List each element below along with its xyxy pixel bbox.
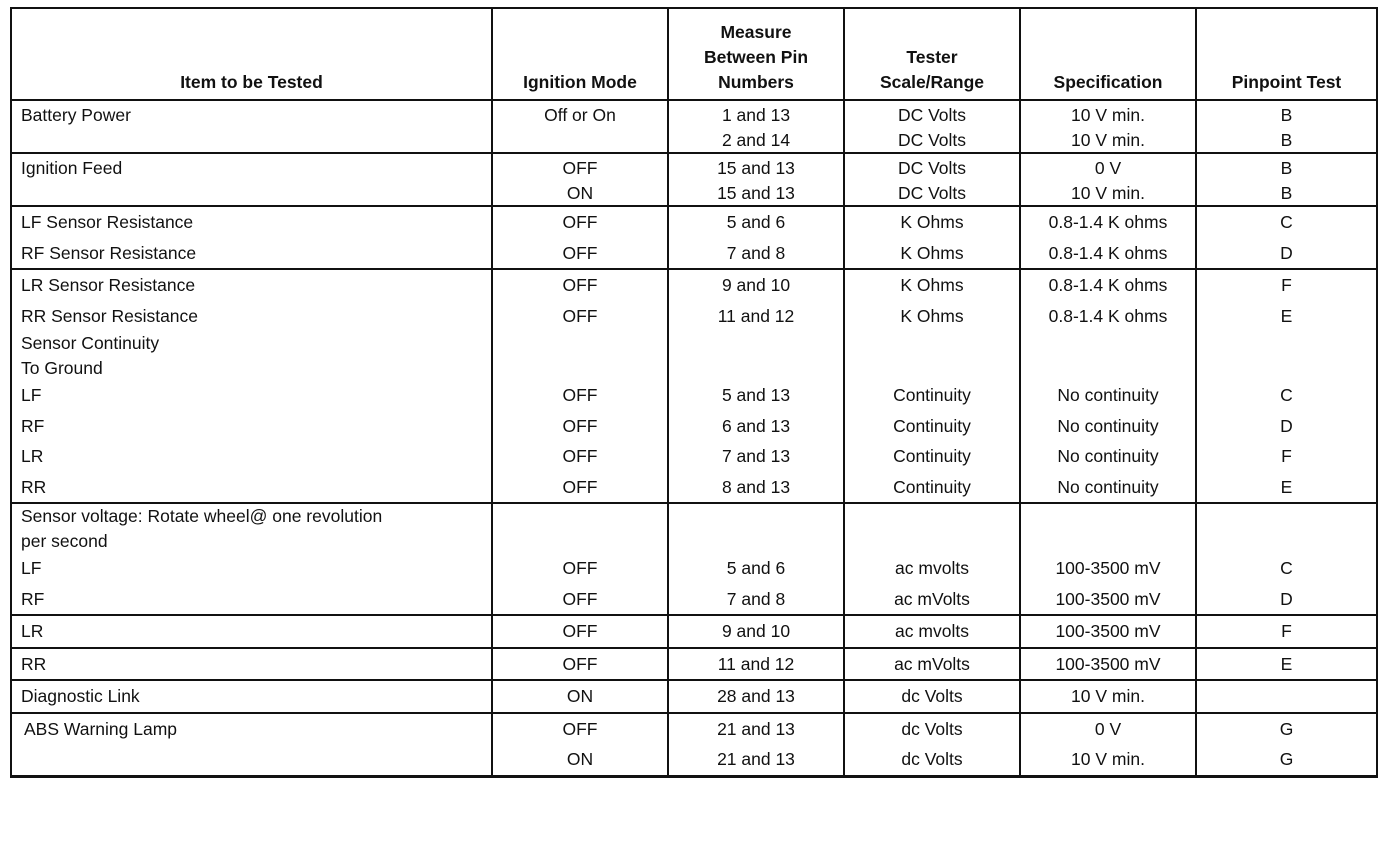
pins-cell: 28 and 13 <box>668 680 844 713</box>
ignition-cell: OFF OFF OFF OFF OFF OFF <box>492 269 668 503</box>
group-title: Sensor Continuity <box>21 333 160 353</box>
ignition-cell: OFF <box>492 615 668 648</box>
pins-cell: 1 and 13 2 and 14 <box>668 100 844 153</box>
pinpoint-cell: F <box>1196 615 1377 648</box>
group-title: Sensor voltage: Rotate wheel@ one revolution <box>21 506 383 526</box>
ignition-cell: OFF ON <box>492 713 668 777</box>
spec-cell: 100-3500 mV <box>1020 648 1196 681</box>
spec-cell: 0 V 10 V min. <box>1020 153 1196 206</box>
table-row-group <box>11 269 1377 503</box>
group-title: per second <box>21 530 108 551</box>
pins-cell: 5 and 6 7 and 8 <box>668 206 844 269</box>
spec-cell: 0.8-1.4 K ohms 0.8-1.4 K ohms No continuity No continuity No continuity No continuity <box>1020 269 1196 503</box>
item-cell: RR <box>11 648 492 681</box>
header-row <box>11 8 1377 100</box>
scale-cell: ac mvolts ac mVolts <box>844 503 1020 615</box>
item-cell: Battery Power <box>11 100 492 153</box>
pins-cell: 9 and 10 <box>668 615 844 648</box>
scale-cell: DC Volts DC Volts <box>844 153 1020 206</box>
scale-cell: ac mvolts <box>844 615 1020 648</box>
header-tester-scale: Tester Scale/Range <box>844 8 1020 100</box>
header-item: Item to be Tested <box>11 8 492 100</box>
spec-cell: 10 V min. 10 V min. <box>1020 100 1196 153</box>
spec-cell: 0.8-1.4 K ohms 0.8-1.4 K ohms <box>1020 206 1196 269</box>
pins-cell: 11 and 12 <box>668 648 844 681</box>
spec-cell: 10 V min. <box>1020 680 1196 713</box>
table-row-group <box>11 680 1377 713</box>
scale-cell: K Ohms K Ohms Continuity Continuity Continuity Continuity <box>844 269 1020 503</box>
table-row-group <box>11 503 1377 615</box>
table-row-group <box>11 713 1377 777</box>
table-row-group <box>11 615 1377 648</box>
header-ignition-mode: Ignition Mode <box>492 8 668 100</box>
scale-cell: dc Volts dc Volts <box>844 713 1020 777</box>
table-row-group <box>11 100 1377 153</box>
ignition-cell: OFF <box>492 648 668 681</box>
item-cell: Ignition Feed <box>11 153 492 206</box>
ignition-cell: ON <box>492 680 668 713</box>
item-cell: Sensor voltage: Rotate wheel@ one revolution per second LF RF <box>11 503 492 615</box>
pinpoint-cell: E <box>1196 648 1377 681</box>
header-measure-pins: Measure Between Pin Numbers <box>668 8 844 100</box>
pinpoint-cell: G G <box>1196 713 1377 777</box>
abs-test-table <box>10 7 1378 778</box>
pins-cell: 21 and 13 21 and 13 <box>668 713 844 777</box>
ignition-cell: OFF OFF <box>492 503 668 615</box>
header-pinpoint-test: Pinpoint Test <box>1196 8 1377 100</box>
pinpoint-cell: F E C D F E <box>1196 269 1377 503</box>
pinpoint-cell: B B <box>1196 100 1377 153</box>
pins-cell: 5 and 6 7 and 8 <box>668 503 844 615</box>
pins-cell: 15 and 13 15 and 13 <box>668 153 844 206</box>
ignition-cell: OFF OFF <box>492 206 668 269</box>
scale-cell: ac mVolts <box>844 648 1020 681</box>
pinpoint-cell: C D <box>1196 503 1377 615</box>
pinpoint-cell: C D <box>1196 206 1377 269</box>
ignition-cell: Off or On <box>492 100 668 153</box>
scale-cell: dc Volts <box>844 680 1020 713</box>
table-row-group <box>11 648 1377 681</box>
spec-cell: 100-3500 mV 100-3500 mV <box>1020 503 1196 615</box>
item-cell: LR Sensor Resistance RR Sensor Resistance Sensor Continuity To Ground LF RF LR RR <box>11 269 492 503</box>
item-cell: LR <box>11 615 492 648</box>
spec-cell: 100-3500 mV <box>1020 615 1196 648</box>
item-cell: LF Sensor Resistance RF Sensor Resistance <box>11 206 492 269</box>
table-row-group <box>11 206 1377 269</box>
header-specification: Specification <box>1020 8 1196 100</box>
ignition-cell: OFF ON <box>492 153 668 206</box>
scale-cell: DC Volts DC Volts <box>844 100 1020 153</box>
group-title: To Ground <box>21 357 103 378</box>
table-row-group <box>11 153 1377 206</box>
pinpoint-cell <box>1196 680 1377 713</box>
pins-cell: 9 and 10 11 and 12 5 and 13 6 and 13 7 and 13 8 and 13 <box>668 269 844 503</box>
item-cell: ABS Warning Lamp <box>11 713 492 777</box>
spec-cell: 0 V 10 V min. <box>1020 713 1196 777</box>
pinpoint-cell: B B <box>1196 153 1377 206</box>
item-cell: Diagnostic Link <box>11 680 492 713</box>
scale-cell: K Ohms K Ohms <box>844 206 1020 269</box>
